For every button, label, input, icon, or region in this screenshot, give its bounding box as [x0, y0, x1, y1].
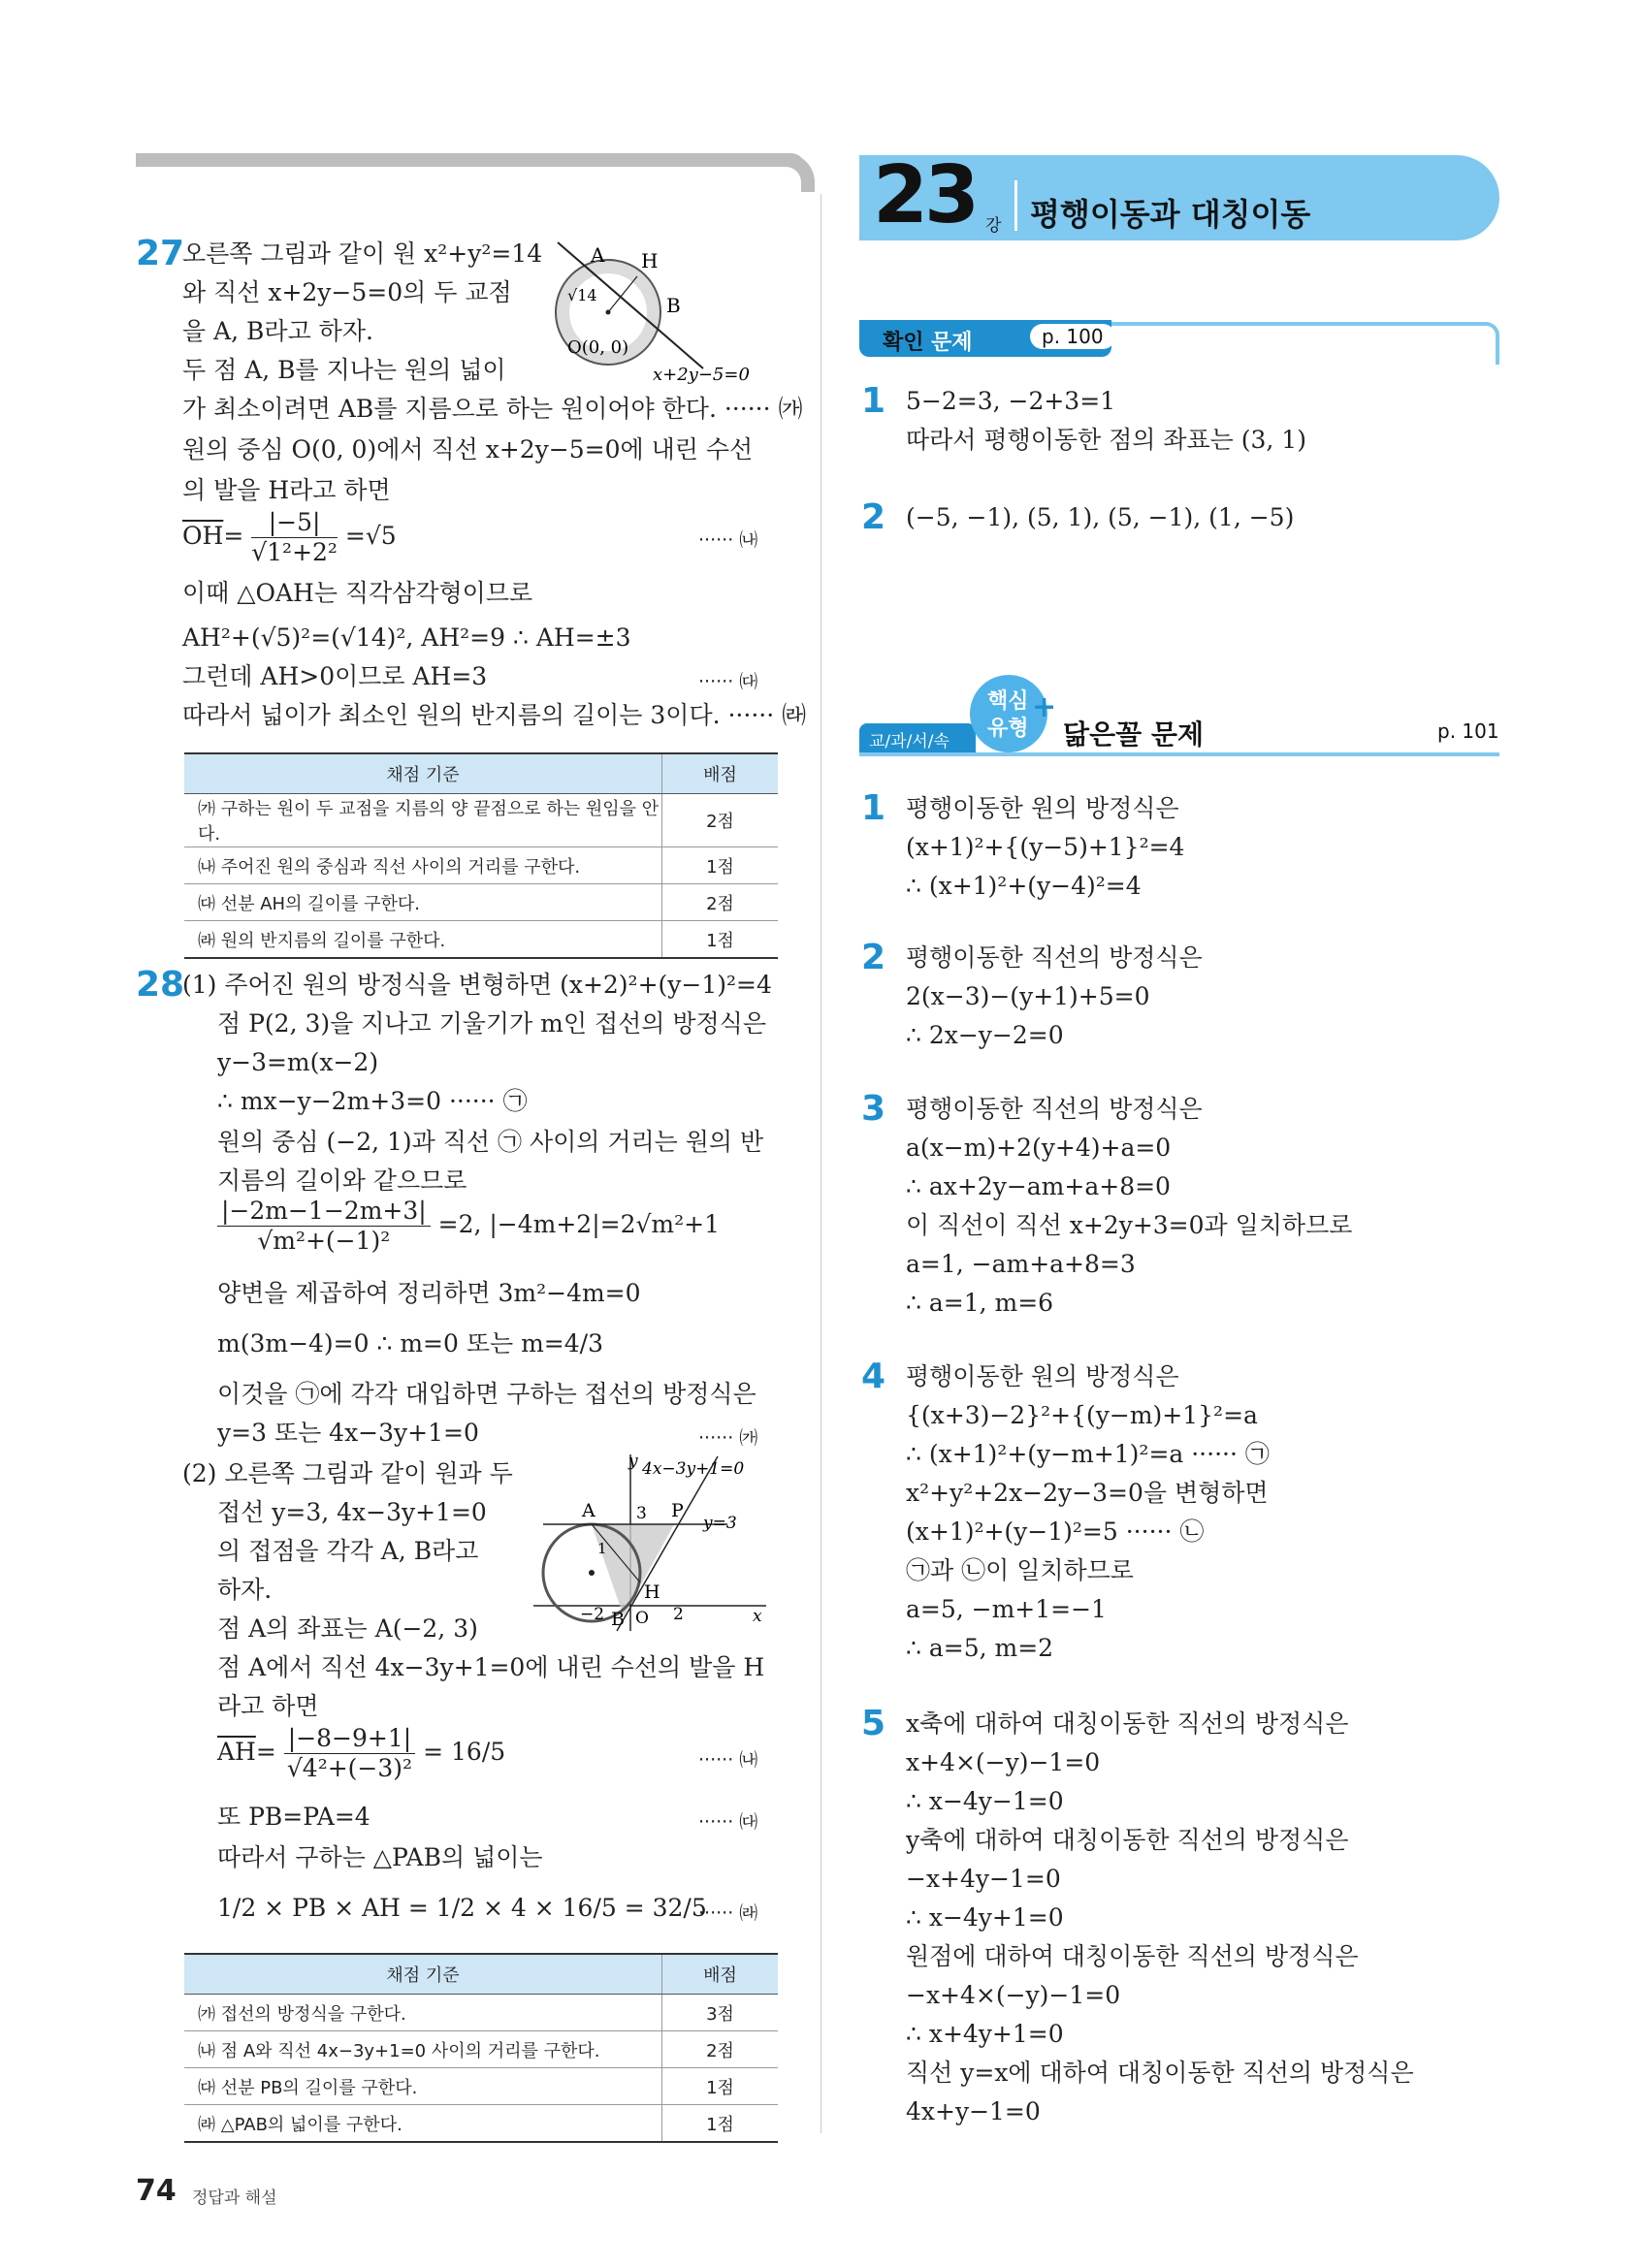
- core-small-label: 교/과/서/속: [869, 732, 950, 751]
- core-item-5-line-4: −x+4y−1=0: [906, 1865, 1061, 1893]
- core-item-4-line-0: 평행이동한 원의 방정식은: [906, 1362, 1179, 1390]
- lesson-suffix: 강: [985, 216, 1002, 236]
- table-cell: 1점: [662, 2068, 779, 2105]
- q28-mark-ga: ······ ㈎: [698, 1427, 758, 1449]
- table-cell: 3점: [662, 1995, 779, 2031]
- q27-line-1: 와 직선 x+2y−5=0의 두 교점: [182, 278, 512, 306]
- core-item-4-line-3: x²+y²+2x−2y−3=0을 변형하면: [906, 1479, 1269, 1507]
- fig27-label-A: A: [591, 243, 605, 267]
- q28-line-15: 점 A의 좌표는 A(−2, 3): [217, 1614, 478, 1643]
- core-item-1-line-2: ∴ (x+1)²+(y−4)²=4: [906, 872, 1142, 900]
- left-header-curve: [776, 153, 815, 192]
- page-number: 74: [136, 2174, 177, 2208]
- q27-line-10: 그런데 AH>0이므로 AH=3: [182, 662, 488, 690]
- q28-line-3: ∴ mx−y−2m+3=0 ······ ㉠: [217, 1087, 528, 1115]
- table-row: [184, 2031, 778, 2068]
- oh-numerator: |−5|: [251, 508, 338, 538]
- fig28-t2: 2: [673, 1605, 684, 1624]
- core-item-5-line-0: x축에 대하여 대칭이동한 직선의 방정식은: [906, 1709, 1349, 1738]
- q28-line-0: (1) 주어진 원의 방정식을 변형하면 (x+2)²+(y−1)²=4: [182, 971, 772, 999]
- q27-line-8: 이때 △OAH는 직각삼각형이므로: [182, 579, 533, 607]
- core-item-2-line-1: 2(x−3)−(y+1)+5=0: [906, 982, 1150, 1010]
- q28-line-12: 접선 y=3, 4x−3y+1=0: [217, 1498, 487, 1526]
- table-row: [184, 794, 778, 847]
- core-item-2-number: 2: [861, 938, 886, 977]
- table-header-row: [184, 753, 778, 794]
- table-cell: ㈎ 구하는 원이 두 교점을 지름의 양 끝점으로 하는 원임을 안다.: [184, 794, 662, 847]
- table-row: [184, 1995, 778, 2031]
- q28-line-1: 점 P(2, 3)을 지나고 기울기가 m인 접선의 방정식은: [217, 1009, 766, 1038]
- table-row: [184, 884, 778, 921]
- q28-mark-ra: ······ ㈑: [698, 1902, 758, 1924]
- table-head-points: 배점: [662, 753, 779, 794]
- core-item-5-number: 5: [861, 1704, 886, 1743]
- q27-line-6: 의 발을 H라고 하면: [182, 476, 391, 504]
- table-cell: ㈑ △PAB의 넓이를 구한다.: [184, 2105, 662, 2143]
- core-item-5-line-6: 원점에 대하여 대칭이동한 직선의 방정식은: [906, 1942, 1359, 1970]
- q28-tangent-figure: [524, 1447, 786, 1641]
- check-label-bold: 확인: [883, 331, 924, 355]
- ah-denominator: √4²+(−3)²: [286, 1754, 413, 1782]
- oh-denominator: √1²+2²: [251, 538, 338, 566]
- check-item-1-number: 1: [861, 381, 886, 421]
- fig28-t3: 3: [636, 1504, 647, 1523]
- table-cell: 1점: [662, 921, 779, 959]
- fig28-H: H: [644, 1581, 660, 1603]
- q28-line-11: (2) 오른쪽 그림과 같이 원과 두: [182, 1459, 513, 1487]
- core-item-3-line-4: a=1, −am+a+8=3: [906, 1250, 1136, 1278]
- q28-line-16: 점 A에서 직선 4x−3y+1=0에 내린 수선의 발을 H: [217, 1653, 765, 1681]
- fig28-y: y: [628, 1452, 638, 1471]
- core-item-4-line-1: {(x+3)−2}²+{(y−m)+1}²=a: [906, 1401, 1258, 1429]
- fig28-tm2: −2: [580, 1605, 605, 1624]
- core-item-5-line-2: ∴ x−4y−1=0: [906, 1787, 1064, 1815]
- left-header-bar: [136, 153, 805, 167]
- check-item-2-number: 2: [861, 497, 886, 537]
- core-item-4-line-6: a=5, −m+1=−1: [906, 1595, 1107, 1623]
- core-item-2-line-2: ∴ 2x−y−2=0: [906, 1021, 1064, 1049]
- oh-label: $\overline{OH}$: [182, 522, 224, 550]
- q27-line-0: 오른쪽 그림과 같이 원 x²+y²=14: [182, 240, 543, 268]
- table-cell: 1점: [662, 2105, 779, 2143]
- q28-line-10: y=3 또는 4x−3y+1=0: [217, 1419, 479, 1447]
- table-cell: ㈑ 원의 반지름의 길이를 구한다.: [184, 921, 662, 959]
- distance-fraction: [217, 1197, 431, 1256]
- distance-numerator: |−2m−1−2m+3|: [217, 1197, 431, 1227]
- table-row: [184, 847, 778, 884]
- oh-result: =√5: [344, 522, 397, 550]
- core-item-3-line-0: 평행이동한 직선의 방정식은: [906, 1095, 1203, 1123]
- q28-mark-da: ······ ㈐: [698, 1811, 758, 1833]
- core-item-2-line-0: 평행이동한 직선의 방정식은: [906, 943, 1203, 972]
- table-cell: 2점: [662, 2031, 779, 2068]
- q28-line-14: 하자.: [217, 1576, 273, 1604]
- check-page: p. 100: [1030, 324, 1115, 349]
- ah-fraction: [284, 1724, 415, 1783]
- q28-line-7: 양변을 제곱하여 정리하면 3m²−4m=0: [217, 1279, 641, 1307]
- fig27-label-B: B: [666, 294, 681, 317]
- q28-line-17: 라고 하면: [217, 1692, 319, 1720]
- fig27-label-H: H: [641, 249, 659, 272]
- core-title: 닮은꼴 문제: [1063, 719, 1204, 751]
- fig28-O: O: [635, 1609, 649, 1628]
- table-cell: ㈏ 점 A와 직선 4x−3y+1=0 사이의 거리를 구한다.: [184, 2031, 662, 2068]
- table-cell: 1점: [662, 847, 779, 884]
- q27-mark-da: ······ ㈐: [698, 671, 758, 692]
- distance-denominator: √m²+(−1)²: [257, 1227, 391, 1255]
- core-item-3-line-5: ∴ a=1, m=6: [906, 1289, 1054, 1317]
- q27-line-3: 두 점 A, B를 지나는 원의 넓이: [182, 356, 506, 384]
- q28-distance-equation: [217, 1197, 720, 1256]
- check-item-1-line-0: 5−2=3, −2+3=1: [906, 387, 1116, 415]
- core-item-4-number: 4: [861, 1357, 886, 1396]
- q28-ah-equation: $\overline{AH}=$ $\frac{|-8-9+1|}{\text{√4²+(−3)²}}$ = 16/5: [217, 1724, 506, 1782]
- q28-mark-na: ······ ㈏: [698, 1749, 758, 1771]
- table-cell: 2점: [662, 794, 779, 847]
- lesson-title-divider: [1014, 180, 1017, 231]
- q27-mark-na: ······ ㈏: [698, 529, 758, 551]
- ah-result: 16/5: [451, 1738, 506, 1766]
- distance-rest: =2, |−4m+2|=2√m²+1: [437, 1210, 720, 1238]
- q28-line-4: 원의 중심 (−2, 1)과 직선 ㉠ 사이의 거리는 원의 반: [217, 1128, 764, 1156]
- ah-numerator: |−8−9+1|: [284, 1724, 415, 1754]
- q28-line-9: 이것을 ㉠에 각각 대입하면 구하는 접선의 방정식은: [217, 1380, 757, 1408]
- q28-line-2: y−3=m(x−2): [217, 1048, 379, 1076]
- q28-line-21: 1/2 × PB × AH = 1/2 × 4 × 16/5 = 32/5: [217, 1894, 707, 1922]
- table-cell: ㈎ 접선의 방정식을 구한다.: [184, 1995, 662, 2031]
- core-item-3-line-3: 이 직선이 직선 x+2y+3=0과 일치하므로: [906, 1211, 1353, 1239]
- q27-line-4: 가 최소이려면 AB를 지름으로 하는 원이어야 한다. ······ ㈎: [182, 395, 803, 423]
- core-badge-plus: +: [1032, 690, 1057, 724]
- oh-fraction: [251, 508, 338, 567]
- core-item-5-line-8: ∴ x+4y+1=0: [906, 2020, 1064, 2048]
- lesson-title: 평행이동과 대칭이동: [1030, 196, 1311, 233]
- table-cell: ㈏ 주어진 원의 중심과 직선 사이의 거리를 구한다.: [184, 847, 662, 884]
- table-head-criteria: 채점 기준: [184, 753, 662, 794]
- table-row: [184, 2105, 778, 2143]
- q28-grading-table: [184, 1953, 778, 2143]
- core-item-3-line-1: a(x−m)+2(y+4)+a=0: [906, 1134, 1172, 1162]
- fig28-t1: 1: [597, 1540, 607, 1557]
- fig27-label-O: O(0, 0): [567, 337, 629, 358]
- q27-line-9: AH²+(√5)²=(√14)², AH²=9 ∴ AH=±3: [182, 623, 631, 652]
- question-number-27: 27: [136, 234, 185, 273]
- table-header-row: [184, 1954, 778, 1995]
- table-head-points: 배점: [662, 1954, 779, 1995]
- fig27-label-line: x+2y−5=0: [653, 365, 750, 385]
- fig28-P: P: [671, 1500, 684, 1521]
- core-badge-line1: 핵심: [987, 689, 1029, 714]
- core-item-3-number: 3: [861, 1089, 886, 1129]
- ah-label: $\overline{AH}$: [217, 1738, 256, 1766]
- table-cell: ㈐ 선분 AH의 길이를 구한다.: [184, 884, 662, 921]
- table-head-criteria: 채점 기준: [184, 1954, 662, 1995]
- footer-label: 정답과 해설: [192, 2188, 277, 2208]
- check-label-rest: 문제: [931, 331, 973, 355]
- fig28-B: B: [611, 1609, 625, 1630]
- q28-line-13: 의 접점을 각각 A, B라고: [217, 1537, 479, 1565]
- table-row: [184, 2068, 778, 2105]
- core-item-5-line-3: y축에 대하여 대칭이동한 직선의 방정식은: [906, 1826, 1349, 1854]
- core-item-4-line-7: ∴ a=5, m=2: [906, 1634, 1054, 1662]
- check-item-2-line-0: (−5, −1), (5, 1), (5, −1), (1, −5): [906, 503, 1295, 531]
- core-item-5-line-9: 직선 y=x에 대하여 대칭이동한 직선의 방정식은: [906, 2059, 1414, 2087]
- core-badge-line2: 유형: [987, 717, 1029, 741]
- table-cell: 2점: [662, 884, 779, 921]
- q28-line-20: 따라서 구하는 △PAB의 넓이는: [217, 1843, 543, 1871]
- q27-grading-table: [184, 752, 778, 959]
- core-item-5-line-1: x+4×(−y)−1=0: [906, 1748, 1101, 1776]
- q27-line-5: 원의 중심 O(0, 0)에서 직선 x+2y−5=0에 내린 수선: [182, 435, 754, 463]
- q27-circle-figure: [548, 233, 786, 388]
- core-item-1-number: 1: [861, 788, 886, 828]
- lesson-number: 23: [873, 149, 977, 241]
- core-section-underline: [859, 752, 1499, 756]
- fig28-line1: 4x−3y+1=0: [642, 1459, 745, 1479]
- core-item-4-line-4: (x+1)²+(y−1)²=5 ······ ㉡: [906, 1517, 1205, 1546]
- core-item-1-line-0: 평행이동한 원의 방정식은: [906, 794, 1179, 822]
- core-item-5-line-5: ∴ x−4y+1=0: [906, 1903, 1064, 1932]
- core-page: p. 101: [1437, 719, 1499, 743]
- table-row: [184, 921, 778, 959]
- table-cell: ㈐ 선분 PB의 길이를 구한다.: [184, 2068, 662, 2105]
- q27-line-11: 따라서 넓이가 최소인 원의 반지름의 길이는 3이다. ······ ㈑: [182, 701, 807, 729]
- fig28-A: A: [582, 1500, 596, 1521]
- core-item-5-line-7: −x+4×(−y)−1=0: [906, 1981, 1121, 2009]
- core-item-5-line-10: 4x+y−1=0: [906, 2097, 1041, 2125]
- fig28-x: x: [753, 1607, 762, 1626]
- q28-line-19: 또 PB=PA=4: [217, 1803, 370, 1831]
- q27-oh-expression: $\overline{OH}=$ $\frac{|-5|}{\text{√1²+2²}}$ =√5: [182, 508, 397, 566]
- core-item-3-line-2: ∴ ax+2y−am+a+8=0: [906, 1172, 1171, 1200]
- core-item-1-line-1: (x+1)²+{(y−5)+1}²=4: [906, 833, 1185, 861]
- check-item-1-line-1: 따라서 평행이동한 점의 좌표는 (3, 1): [906, 426, 1306, 454]
- fig27-label-r: √14: [567, 286, 597, 304]
- core-item-4-line-2: ∴ (x+1)²+(y−m+1)²=a ······ ㉠: [906, 1440, 1270, 1468]
- fig28-line2: y=3: [703, 1514, 737, 1533]
- question-number-28: 28: [136, 965, 185, 1005]
- core-item-4-line-5: ㉠과 ㉡이 일치하므로: [906, 1556, 1134, 1584]
- q28-line-5: 지름의 길이와 같으므로: [217, 1166, 467, 1195]
- q27-line-2: 을 A, B라고 하자.: [182, 317, 373, 345]
- q28-line-8: m(3m−4)=0 ∴ m=0 또는 m=4/3: [217, 1329, 603, 1358]
